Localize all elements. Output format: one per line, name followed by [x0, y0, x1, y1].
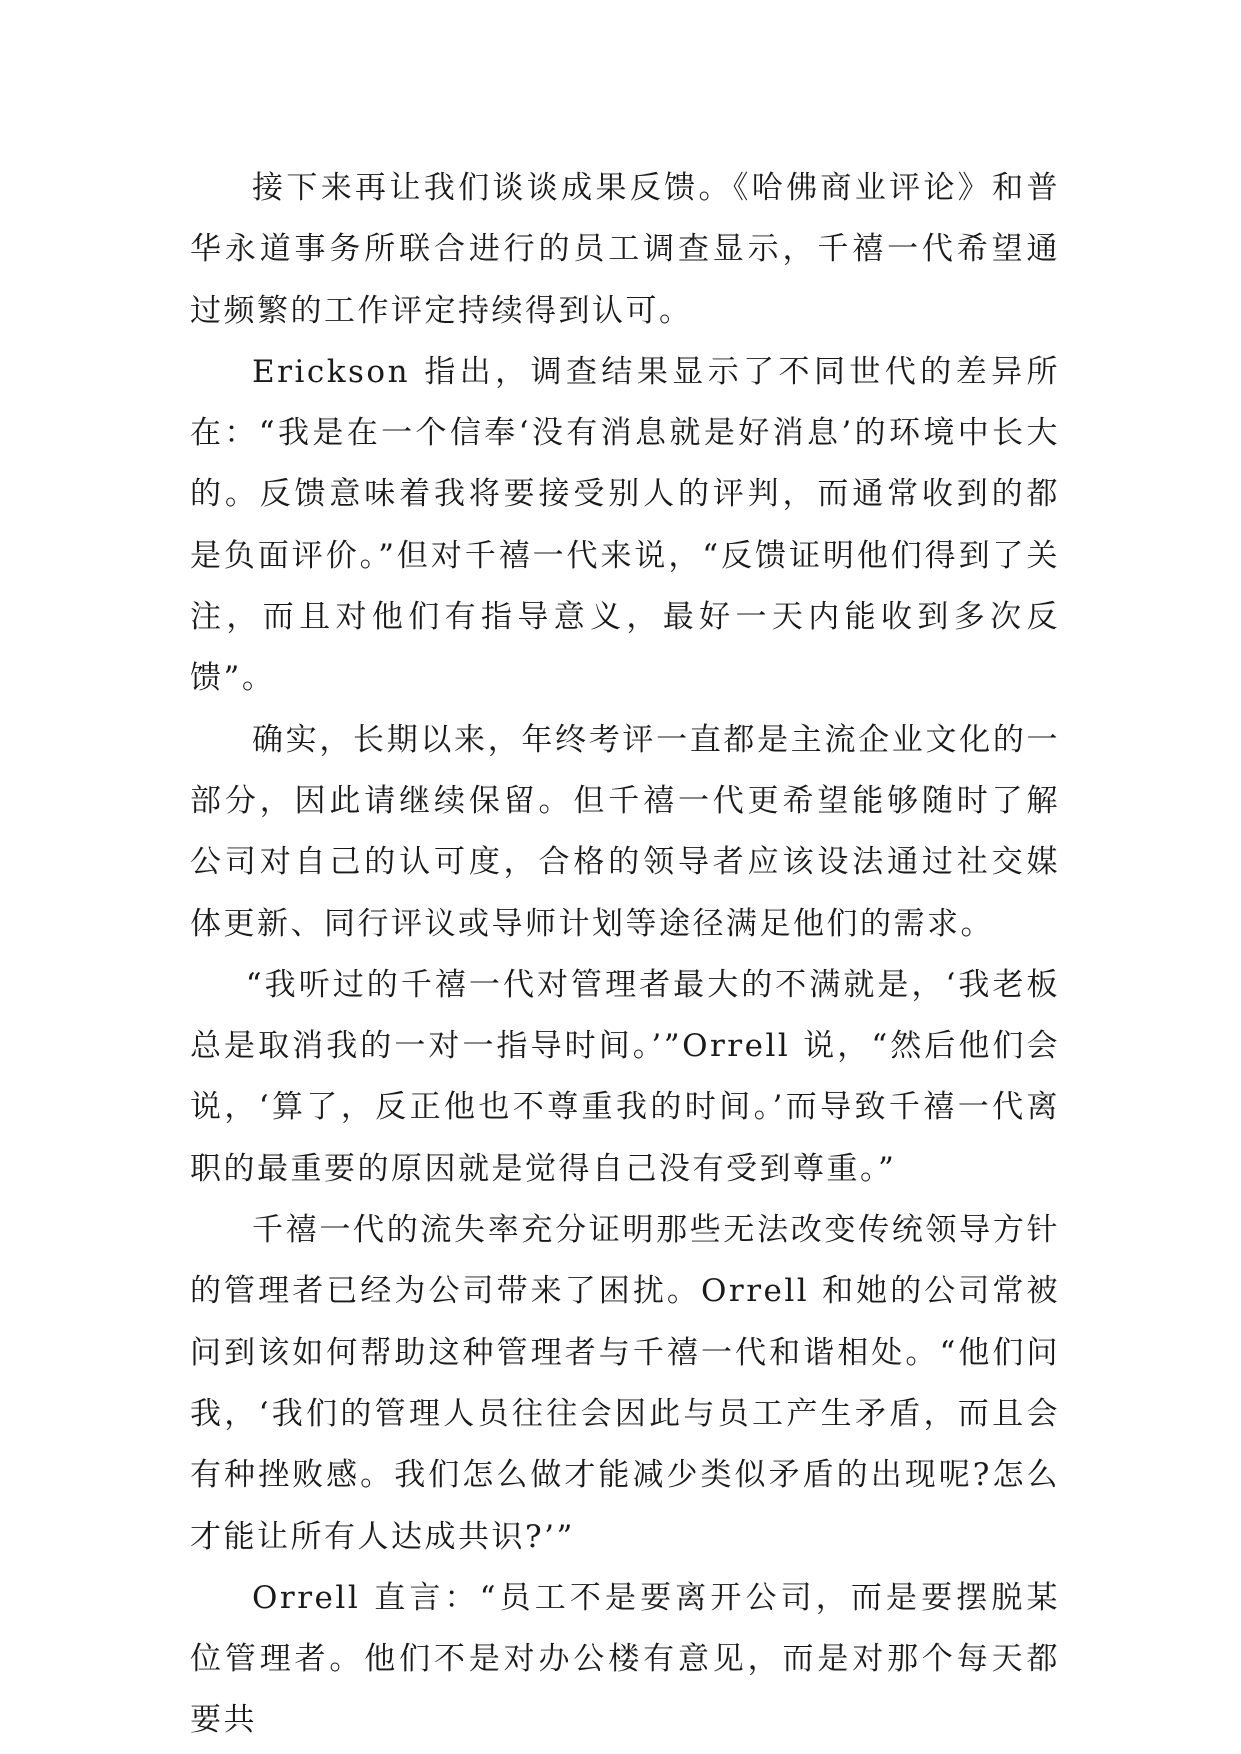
document-body	[190, 158, 1060, 1752]
paragraph-erickson-quote: Erickson 指出，调查结果显示了不同世代的差异所在：“我是在一个信奉‘没有消息就是好消息’的环境中长大的。反馈意味着我将要接受别人的评判，而通常收到的都是负面评价。”但对千禧一代来说，“反馈证明他们得到了关注，而且对他们有指导意义，最好一天内能收到多次反馈”。	[190, 353, 1060, 697]
paragraph-turnover: 千禧一代的流失率充分证明那些无法改变传统领导方针的管理者已经为公司带来了困扰。Orrell 和她的公司常被问到该如何帮助这种管理者与千禧一代和谐相处。“他们问我，‘我们的管理人员往往会因此与员工产生矛盾，而且会有种挫败感。我们怎么做才能减少类似矛盾的出现呢?怎么才能让所有人达成共识?’”	[190, 1212, 1060, 1555]
paragraph-feedback-intro: 接下来再让我们谈谈成果反馈。《哈佛商业评论》和普华永道事务所联合进行的员工调查显示，千禧一代希望通过频繁的工作评定持续得到认可。	[190, 170, 1060, 329]
paragraph-annual-review: 确实，长期以来，年终考评一直都是主流企业文化的一部分，因此请继续保留。但千禧一代更希望能够随时了解公司对自己的认可度，合格的领导者应该设法通过社交媒体更新、同行评议或导师计划等途径满足他们的需求。	[190, 721, 1060, 942]
paragraph-orrell-quote: “我听过的千禧一代对管理者最大的不满就是，‘我老板总是取消我的一对一指导时间。’”Orrell 说，“然后他们会说，‘算了，反正他也不尊重我的时间。’而导致千禧一代离职的最重要的原因就是觉得自己没有受到尊重。”	[190, 966, 1060, 1187]
paragraph-orrell-direct: Orrell 直言：“员工不是要离开公司，而是要摆脱某位管理者。他们不是对办公楼有意见，而是对那个每天都要共	[190, 1579, 1060, 1739]
